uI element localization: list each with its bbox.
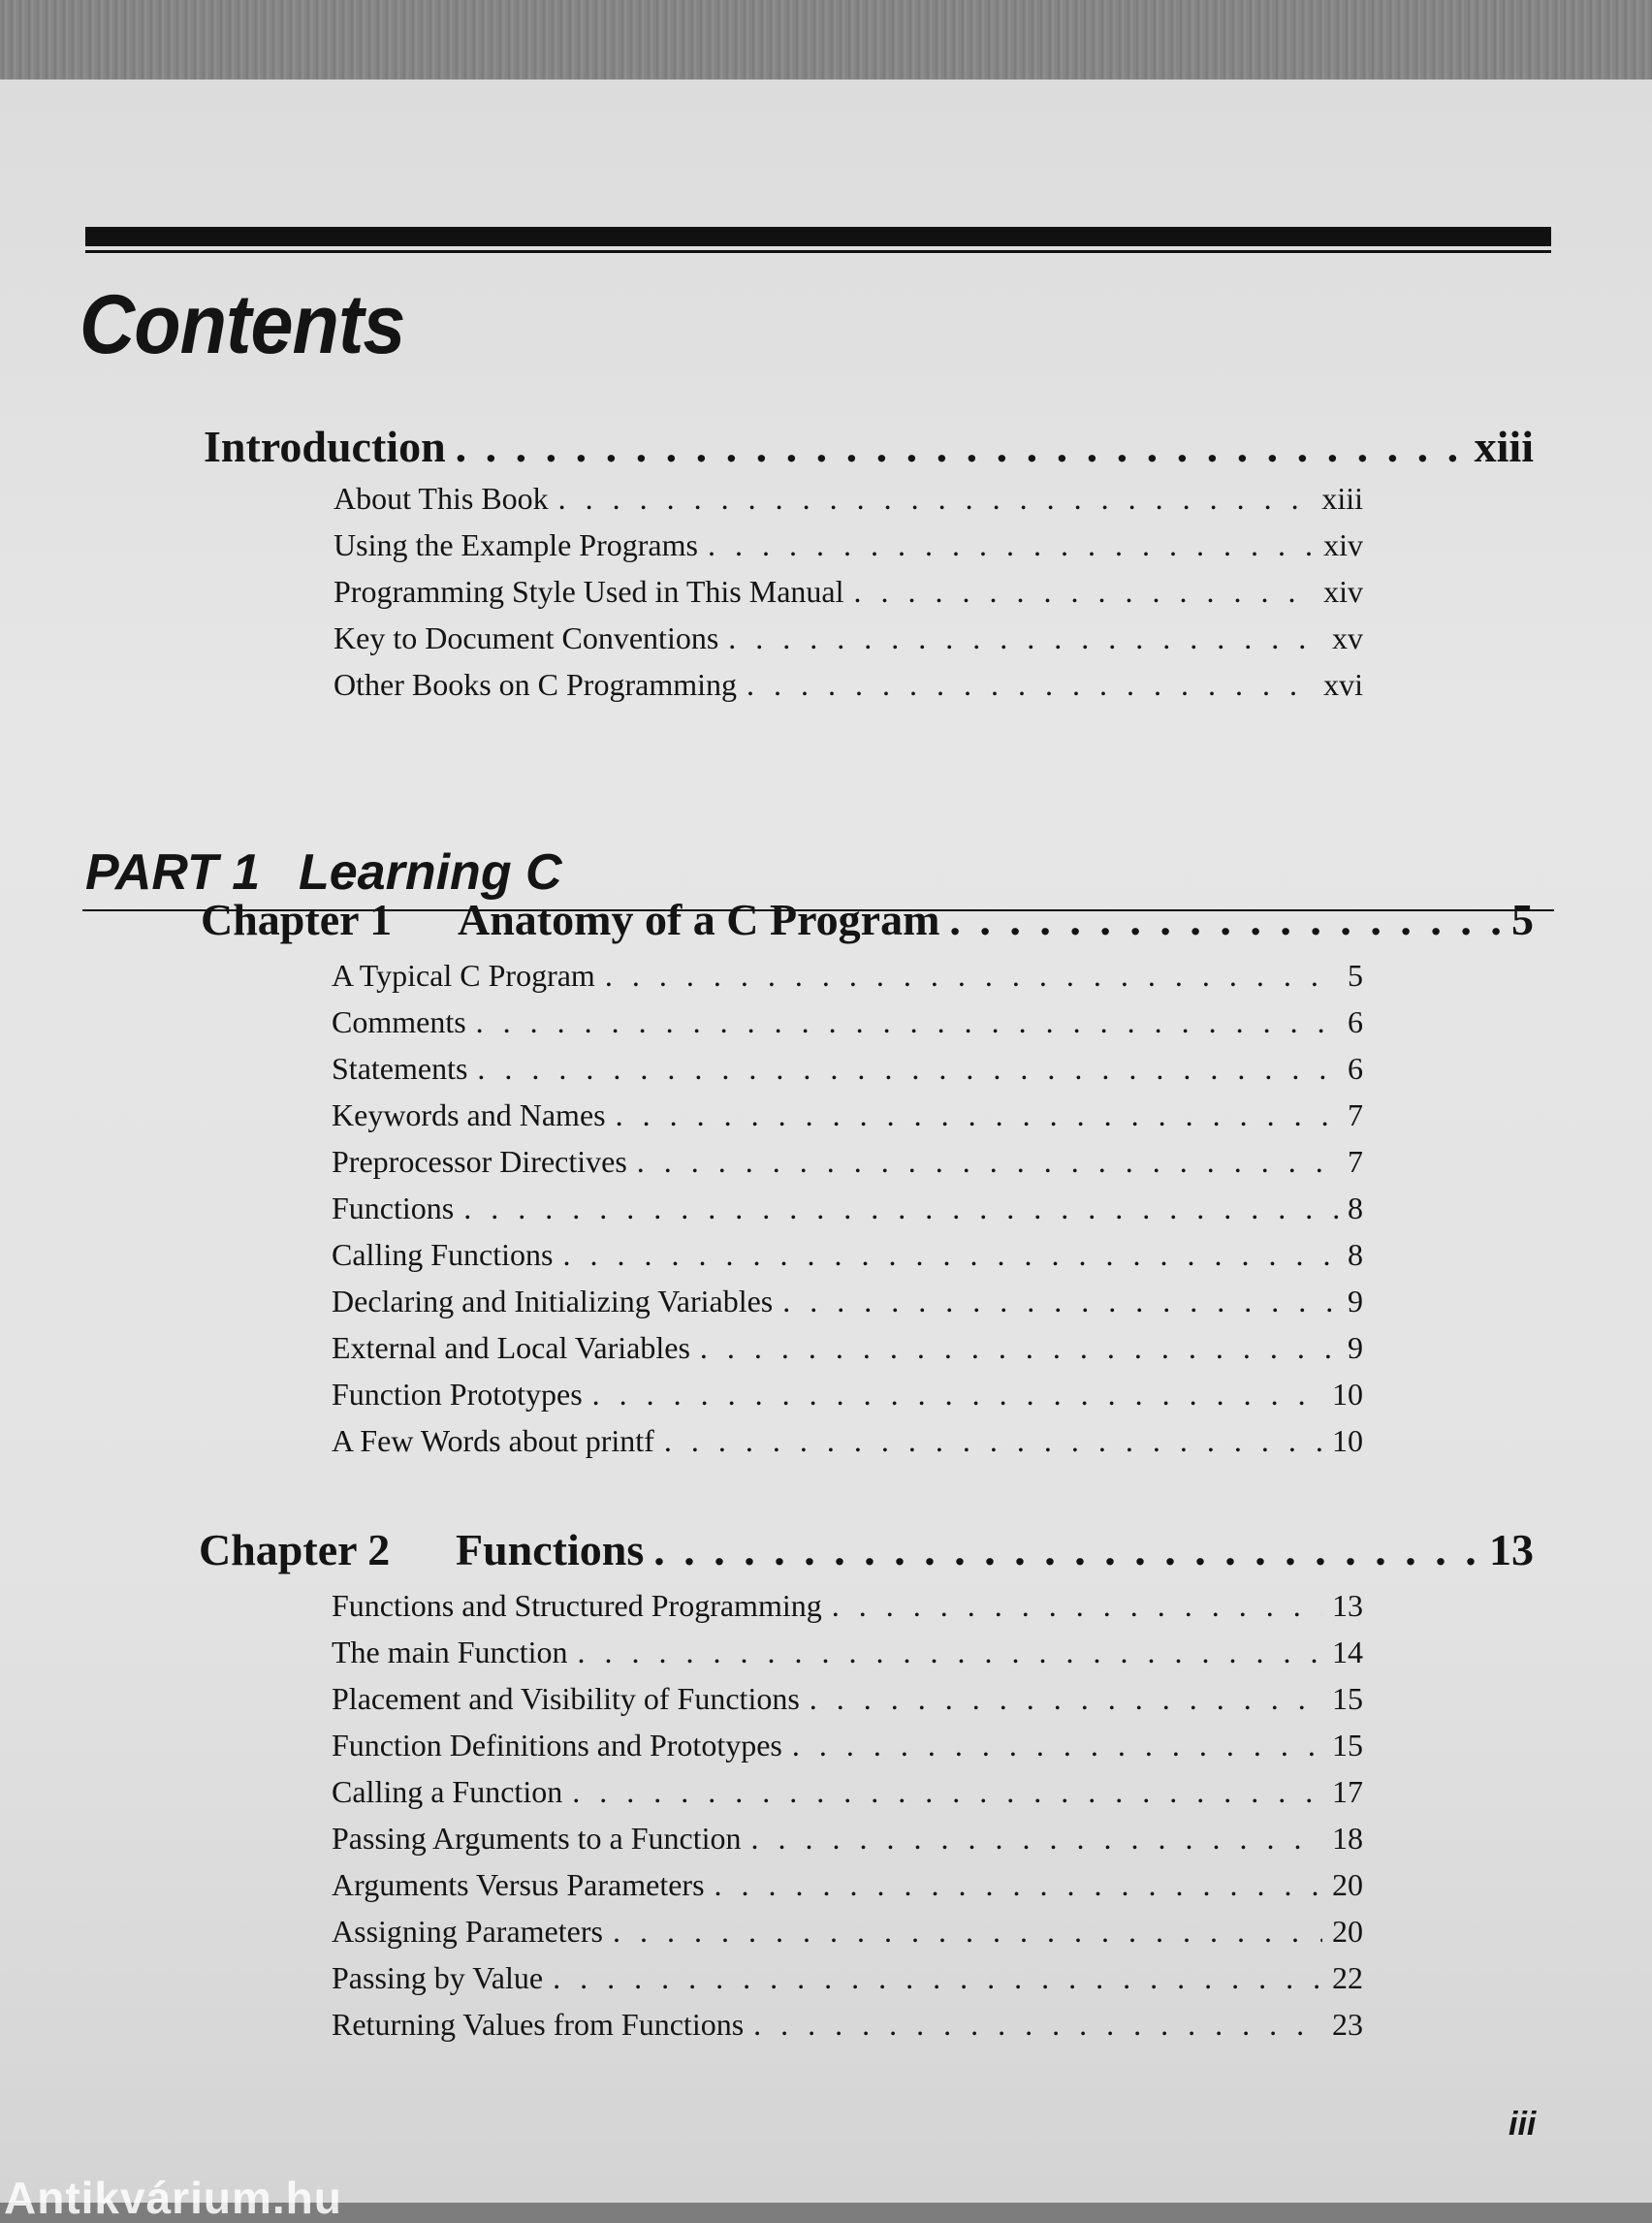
toc-item-label: Passing by Value (332, 1960, 544, 1995)
toc-item-label: Functions and Structured Programming (332, 1588, 822, 1623)
chapter-title: Anatomy of a C Program (458, 895, 940, 944)
leader-dots (637, 1144, 1338, 1180)
toc-item-label: Preprocessor Directives (332, 1144, 627, 1179)
toc-item (332, 958, 1363, 994)
leader-dots (616, 1097, 1338, 1133)
leader-dots (728, 620, 1322, 656)
leader-dots (715, 1867, 1322, 1903)
toc-item (332, 1588, 1363, 1624)
toc-item-label: Placement and Visibility of Functions (332, 1681, 800, 1716)
toc-item (332, 1728, 1363, 1763)
toc-item (334, 620, 1363, 656)
toc-item (334, 667, 1363, 703)
toc-item (332, 1821, 1363, 1857)
page-title: Contents (79, 278, 405, 371)
toc-item-page: 6 (1348, 1051, 1363, 1086)
toc-item-label: About This Book (334, 481, 549, 516)
leader-dots (558, 481, 1313, 517)
leader-dots (700, 1330, 1338, 1366)
toc-item-page: 22 (1332, 1960, 1363, 1995)
toc-item-label: Function Prototypes (332, 1377, 583, 1412)
toc-item-page: 15 (1332, 1681, 1363, 1716)
toc-item-label: Key to Document Conventions (334, 620, 719, 655)
leader-dots (753, 2007, 1322, 2043)
toc-item-page: xiii (1321, 481, 1363, 516)
toc-chapter-2 (199, 1524, 1534, 1575)
toc-item-label: The main Function (332, 1635, 568, 1669)
leader-dots (810, 1681, 1322, 1717)
chapter-number: Chapter 1 (201, 895, 393, 944)
toc-item-page: 15 (1332, 1728, 1363, 1763)
part-number: PART 1 (85, 844, 261, 901)
toc-item-page: xiv (1323, 574, 1363, 609)
toc-item-label: A Typical C Program (332, 958, 595, 993)
toc-item (332, 1635, 1363, 1670)
toc-item (332, 1237, 1363, 1273)
leader-dots (853, 574, 1314, 610)
toc-item-label: A Few Words about printf (332, 1423, 654, 1458)
toc-item (332, 1097, 1363, 1133)
toc-item-label: Calling Functions (332, 1237, 554, 1272)
toc-item-label: Comments (332, 1004, 466, 1039)
leader-dots (613, 1914, 1322, 1950)
toc-item (332, 1144, 1363, 1180)
toc-item-label: Statements (332, 1051, 468, 1086)
toc-item-page: 9 (1348, 1284, 1363, 1318)
toc-item (334, 574, 1363, 610)
toc-item-label: Using the Example Programs (334, 527, 698, 562)
toc-item-page: 10 (1332, 1377, 1363, 1412)
toc-item-page: 9 (1348, 1330, 1363, 1365)
leader-dots (605, 958, 1338, 994)
toc-introduction-page: xiii (1474, 422, 1534, 471)
leader-dots (562, 1237, 1338, 1273)
leader-dots (456, 421, 1465, 472)
toc-item (332, 1681, 1363, 1717)
toc-item-label: External and Local Variables (332, 1330, 690, 1365)
toc-item-page: 5 (1348, 958, 1363, 993)
top-rule-thin (85, 250, 1551, 253)
chapter-page: 5 (1511, 895, 1534, 944)
leader-dots (792, 1728, 1322, 1763)
toc-item (332, 1867, 1363, 1903)
leader-dots (592, 1377, 1322, 1413)
chapter-title: Functions (456, 1525, 645, 1574)
toc-introduction-label: Introduction (204, 422, 446, 471)
toc-item-page: xiv (1323, 527, 1363, 562)
toc-item (332, 1377, 1363, 1413)
toc-item-page: 8 (1348, 1191, 1363, 1225)
toc-item-page: xv (1332, 620, 1363, 655)
toc-item (332, 1914, 1363, 1950)
leader-dots (664, 1423, 1322, 1459)
toc-item (332, 1004, 1363, 1040)
toc-item (332, 2007, 1363, 2043)
toc-item-label: Returning Values from Functions (332, 2007, 745, 2042)
page-folio: iii (1509, 2106, 1537, 2143)
leader-dots (476, 1004, 1338, 1040)
leader-dots (553, 1960, 1322, 1996)
top-rule-thick (85, 227, 1551, 246)
toc-item (332, 1423, 1363, 1459)
toc-item-page: 20 (1332, 1914, 1363, 1949)
leader-dots (708, 527, 1314, 563)
toc-item-label: Function Definitions and Prototypes (332, 1728, 782, 1763)
toc-item (334, 527, 1363, 563)
toc-introduction (204, 421, 1534, 472)
toc-item-label: Other Books on C Programming (334, 667, 737, 702)
toc-item-label: Functions (332, 1191, 455, 1225)
toc-item-label: Passing Arguments to a Function (332, 1821, 742, 1856)
toc-item (332, 1284, 1363, 1319)
part-heading (85, 844, 562, 901)
toc-item (332, 1191, 1363, 1226)
leader-dots (463, 1191, 1338, 1226)
leader-dots (578, 1635, 1322, 1670)
watermark: Antikvárium.hu (4, 2173, 342, 2223)
toc-item-label: Arguments Versus Parameters (332, 1867, 705, 1902)
toc-item-page: 10 (1332, 1423, 1363, 1458)
toc-item-page: 18 (1332, 1821, 1363, 1856)
toc-item-page: 7 (1348, 1097, 1363, 1132)
toc-item-page: 17 (1332, 1774, 1363, 1809)
toc-item-label: Keywords and Names (332, 1097, 606, 1132)
toc-item-page: 7 (1348, 1144, 1363, 1179)
toc-item (332, 1330, 1363, 1366)
chapter-page: 13 (1489, 1525, 1534, 1574)
toc-item-page: 13 (1332, 1588, 1363, 1623)
leader-dots (477, 1051, 1338, 1087)
leader-dots (832, 1588, 1322, 1624)
part-name: Learning C (299, 844, 562, 901)
chapter-number: Chapter 2 (199, 1525, 391, 1574)
leader-dots (751, 1821, 1322, 1857)
leader-dots (747, 667, 1314, 703)
toc-item (332, 1960, 1363, 1996)
leader-dots (949, 894, 1502, 945)
toc-item-label: Assigning Parameters (332, 1914, 603, 1949)
leader-dots (782, 1284, 1338, 1319)
toc-item-label: Declaring and Initializing Variables (332, 1284, 774, 1318)
toc-chapter-1 (201, 894, 1534, 945)
toc-item-page: 8 (1348, 1237, 1363, 1272)
toc-item-page: xvi (1323, 667, 1363, 702)
toc-item-label: Programming Style Used in This Manual (334, 574, 844, 609)
toc-item-page: 20 (1332, 1867, 1363, 1902)
toc-item-page: 14 (1332, 1635, 1363, 1669)
leader-dots (572, 1774, 1322, 1810)
toc-item-page: 23 (1332, 2007, 1363, 2042)
toc-item (334, 481, 1363, 517)
toc-item-page: 6 (1348, 1004, 1363, 1039)
toc-item-label: Calling a Function (332, 1774, 563, 1809)
book-page (0, 79, 1652, 2203)
toc-item (332, 1774, 1363, 1810)
toc-item (332, 1051, 1363, 1087)
leader-dots (653, 1524, 1479, 1575)
